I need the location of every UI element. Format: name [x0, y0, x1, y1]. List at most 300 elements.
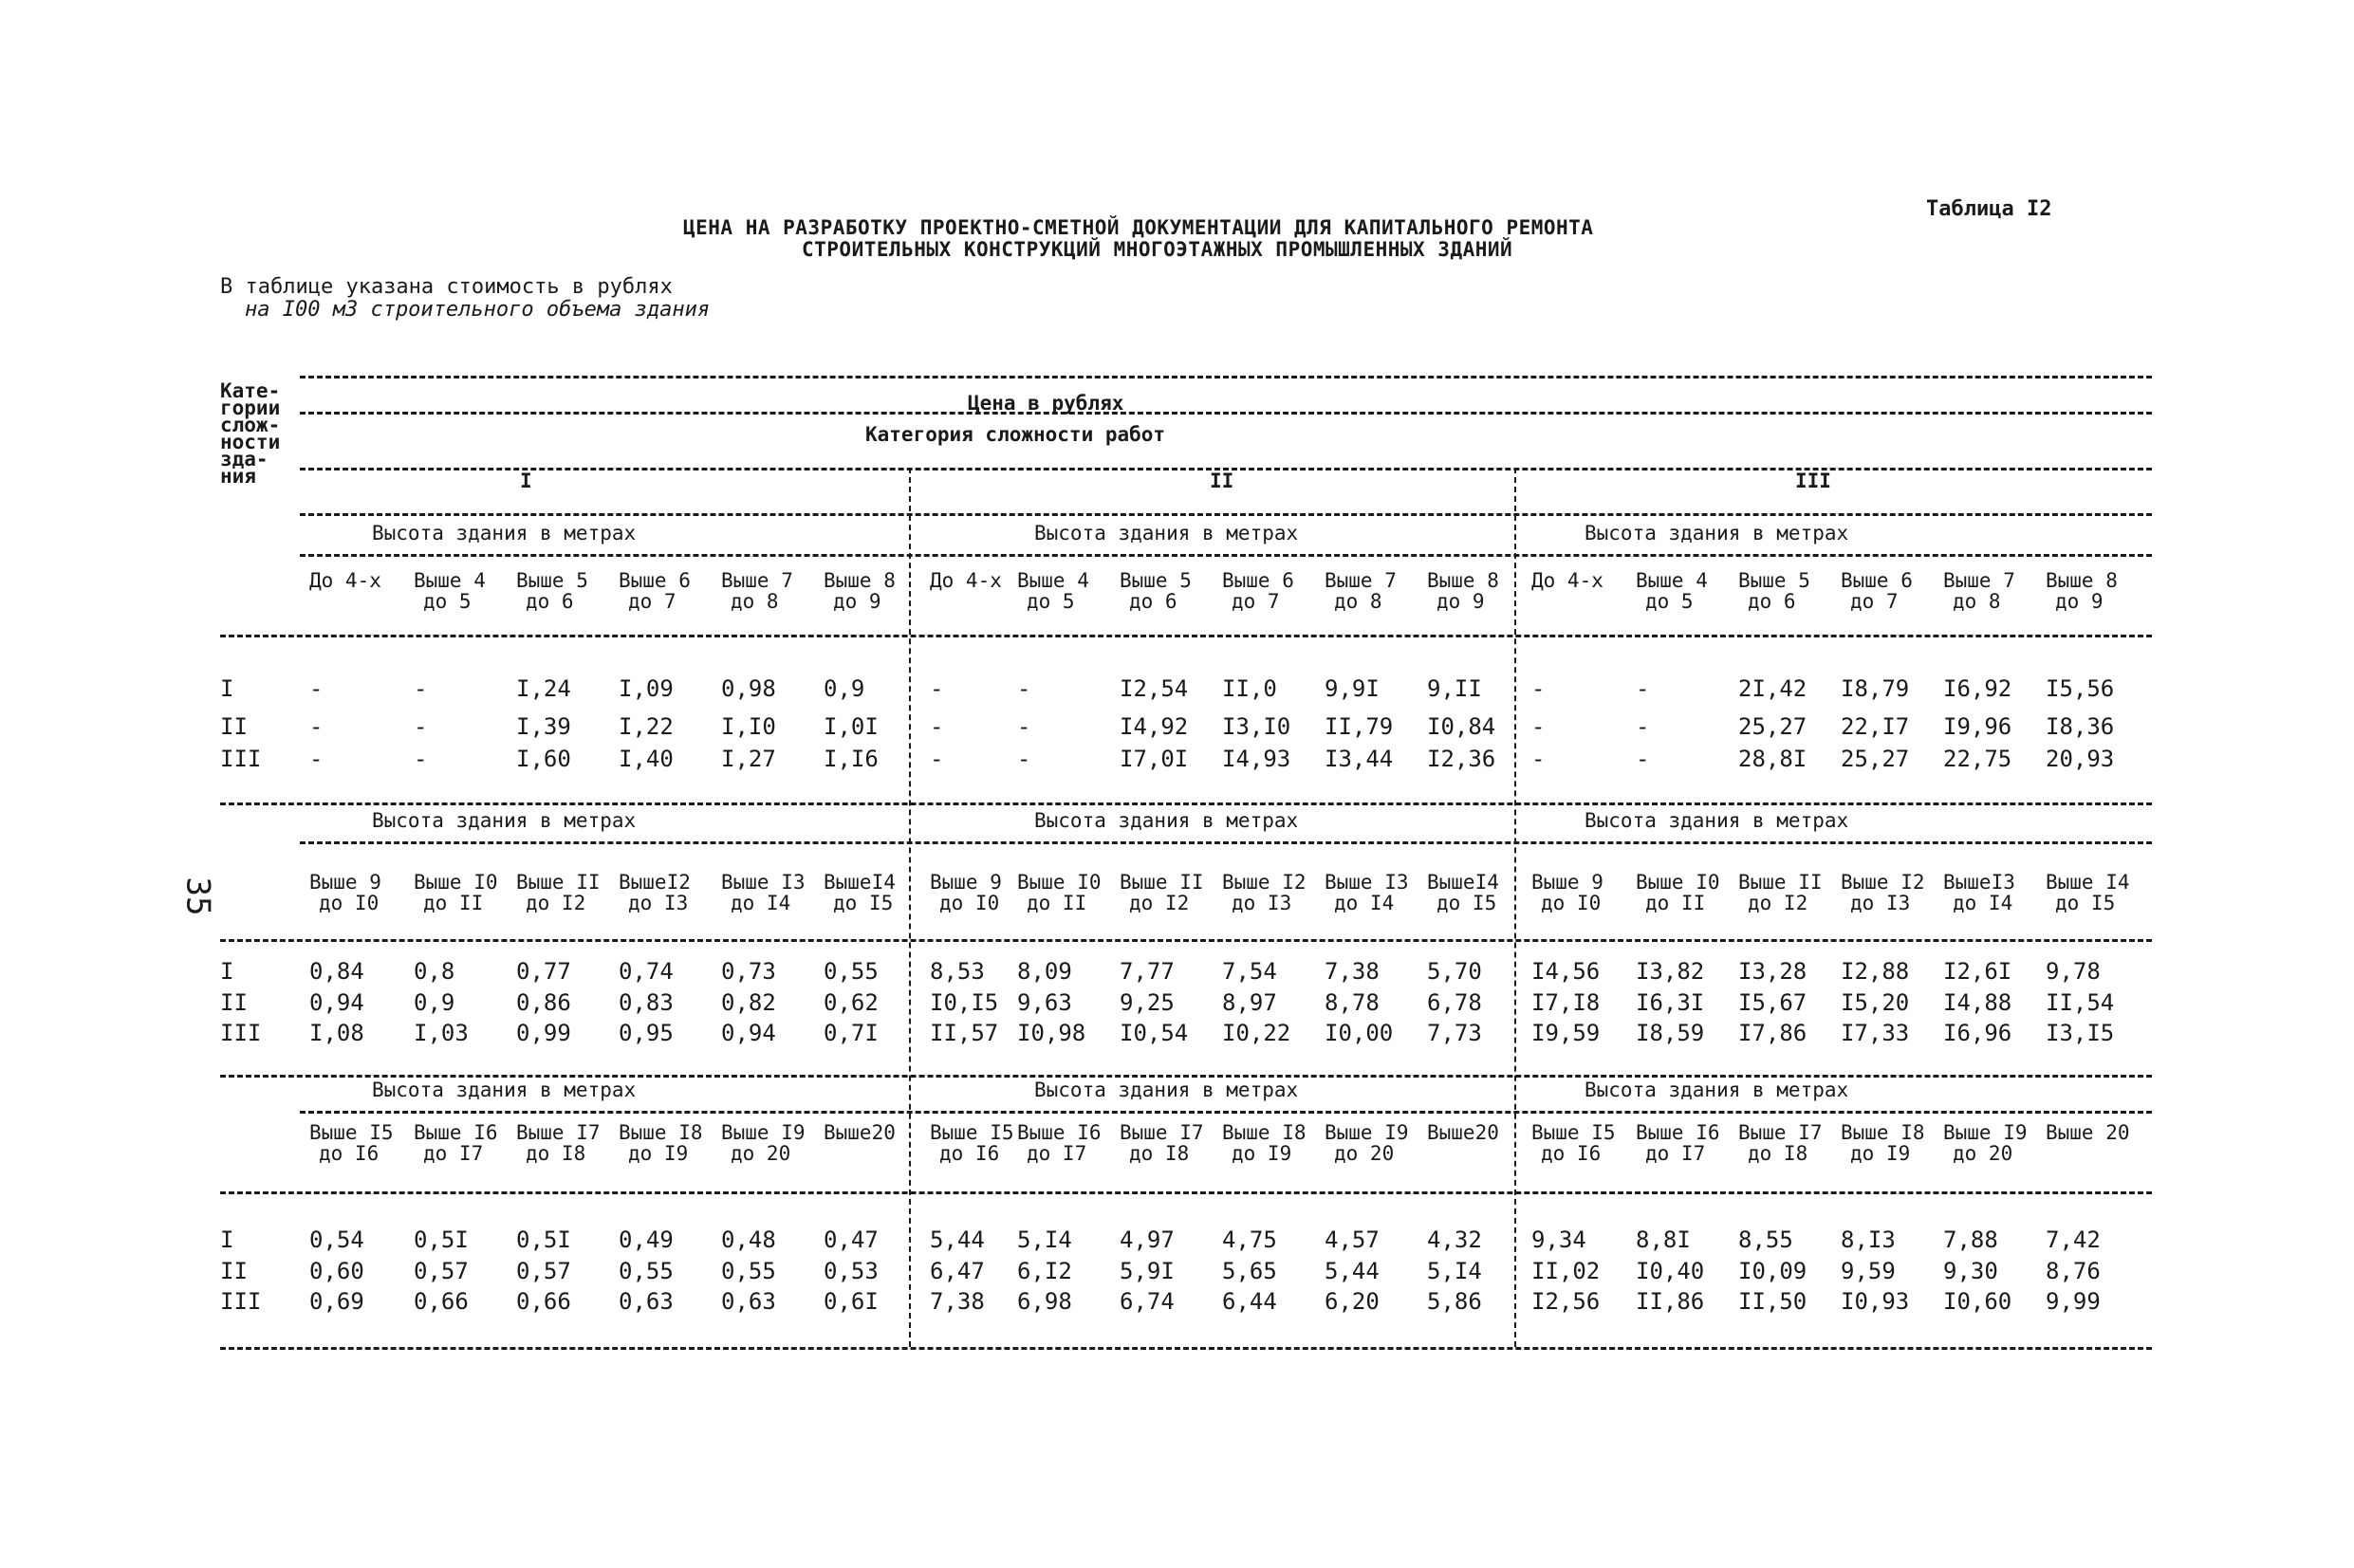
table-cell: 22,I7: [1841, 713, 1910, 740]
row-header-part: ния: [220, 465, 256, 488]
table-cell: -: [1636, 675, 1650, 702]
column-header-sub: до I4: [1334, 892, 1395, 914]
table-cell: 0,5I: [516, 1227, 571, 1253]
row-category: I: [220, 1227, 234, 1253]
table-cell: I8,36: [2046, 713, 2115, 740]
table-cell: 9,63: [1017, 989, 1072, 1016]
column-header: Выше I0: [1636, 871, 1720, 894]
column-header: Выше 8: [2046, 569, 2118, 592]
height-label: Высота здания в метрах: [1034, 809, 1299, 832]
column-header: Выше I5: [930, 1121, 1014, 1144]
table-cell: I3,44: [1325, 746, 1394, 772]
column-header: Выше 4: [414, 569, 486, 592]
rule-block-bottom: [220, 1347, 2152, 1350]
table-cell: 0,99: [516, 1020, 571, 1046]
table-cell: 0,48: [721, 1227, 776, 1253]
column-header: Выше 5: [516, 569, 588, 592]
column-header: Выше 4: [1636, 569, 1708, 592]
table-cell: 5,I4: [1017, 1227, 1072, 1253]
table-cell: 9,99: [2046, 1288, 2101, 1315]
table-cell: 0,82: [721, 989, 776, 1016]
row-category: III: [220, 746, 262, 772]
table-cell: -: [309, 746, 324, 772]
table-cell: 6,20: [1325, 1288, 1380, 1315]
table-cell: 0,9: [824, 675, 865, 702]
table-cell: 4,75: [1222, 1227, 1277, 1253]
table-cell: I0,40: [1636, 1258, 1705, 1284]
column-header-sub: до I3: [1232, 892, 1292, 914]
table-cell: 0,57: [414, 1258, 469, 1284]
column-header-sub: до I5: [2055, 892, 2116, 914]
table-cell: I3,I5: [2046, 1020, 2115, 1046]
table-cell: 4,97: [1120, 1227, 1175, 1253]
column-header: Выше I8: [1841, 1121, 1925, 1144]
table-cell: 0,49: [619, 1227, 674, 1253]
column-header: Выше I9: [1943, 1121, 2028, 1144]
column-header-sub: до I6: [939, 1142, 1000, 1165]
table-cell: I4,92: [1120, 713, 1189, 740]
column-header: Выше I2: [1841, 871, 1925, 894]
column-header-sub: до I0: [1541, 892, 1602, 914]
rule-column-headers: [220, 635, 2152, 637]
table-cell: I2,6I: [1943, 958, 2012, 985]
table-cell: 5,9I: [1120, 1258, 1175, 1284]
column-header: ВышеI4: [824, 871, 896, 894]
height-label: Высота здания в метрах: [1585, 809, 1849, 832]
column-header: Выше 7: [1325, 569, 1397, 592]
column-header: Выше I0: [414, 871, 498, 894]
table-cell: 0,8: [414, 958, 455, 985]
table-cell: I,I0: [721, 713, 776, 740]
column-header: ВышеI4: [1427, 871, 1499, 894]
column-header-sub: до 5: [423, 590, 472, 613]
table-cell: 5,65: [1222, 1258, 1277, 1284]
table-cell: 9,34: [1531, 1227, 1586, 1253]
column-header: До 4-х: [930, 569, 1002, 592]
table-cell: 9,25: [1120, 989, 1175, 1016]
table-cell: 0,77: [516, 958, 571, 985]
table-cell: 6,78: [1427, 989, 1482, 1016]
column-header: Выше 8: [824, 569, 896, 592]
table-cell: 9,9I: [1325, 675, 1380, 702]
table-cell: 20,93: [2046, 746, 2115, 772]
table-cell: II,57: [930, 1020, 999, 1046]
column-header-sub: до I6: [319, 1142, 380, 1165]
column-header: Выше20: [824, 1121, 896, 1144]
column-header-sub: до I0: [319, 892, 380, 914]
table-cell: II,02: [1531, 1258, 1601, 1284]
table-cell: 0,54: [309, 1227, 364, 1253]
table-cell: 8,55: [1738, 1227, 1793, 1253]
table-cell: -: [1636, 746, 1650, 772]
table-cell: I7,33: [1841, 1020, 1910, 1046]
column-header-sub: до 9: [833, 590, 881, 613]
column-header: Выше I3: [1325, 871, 1409, 894]
column-header-sub: до I5: [833, 892, 894, 914]
row-category: II: [220, 989, 248, 1016]
table-cell: I2,36: [1427, 746, 1496, 772]
column-header: Выше 20: [2046, 1121, 2130, 1144]
height-label: Высота здания в метрах: [1585, 522, 1849, 544]
column-header: Выше 9: [1531, 871, 1603, 894]
column-header-sub: до II: [1645, 892, 1706, 914]
table-cell: 0,98: [721, 675, 776, 702]
table-cell: I0,09: [1738, 1258, 1807, 1284]
table-cell: 25,27: [1841, 746, 1910, 772]
table-cell: 25,27: [1738, 713, 1807, 740]
rule-cat-labels: [300, 513, 2152, 516]
table-cell: 22,75: [1943, 746, 2012, 772]
column-header-sub: до 5: [1027, 590, 1075, 613]
table-cell: 0,57: [516, 1258, 571, 1284]
column-header: Выше 6: [619, 569, 691, 592]
table-cell: I,39: [516, 713, 571, 740]
table-cell: 0,9: [414, 989, 455, 1016]
table-cell: II,54: [2046, 989, 2115, 1016]
table-cell: I9,96: [1943, 713, 2012, 740]
table-cell: 9,59: [1841, 1258, 1896, 1284]
column-header-sub: до I6: [1541, 1142, 1602, 1165]
column-header-sub: до 7: [628, 590, 677, 613]
table-cell: II,79: [1325, 713, 1394, 740]
table-cell: 0,63: [721, 1288, 776, 1315]
title-line-2: СТРОИТЕЛЬНЫХ КОНСТРУКЦИЙ МНОГОЭТАЖНЫХ ПРОМЫШЛЕННЫХ ЗДАНИЙ: [802, 238, 1513, 261]
column-header-sub: до 9: [2055, 590, 2104, 613]
table-cell: II,86: [1636, 1288, 1705, 1315]
table-cell: 0,83: [619, 989, 674, 1016]
table-cell: I8,79: [1841, 675, 1910, 702]
column-header: Выше I4: [2046, 871, 2130, 894]
column-header-sub: до I5: [1436, 892, 1497, 914]
title-line-1: ЦЕНА НА РАЗРАБОТКУ ПРОЕКТНО-СМЕТНОЙ ДОКУМЕНТАЦИИ ДЛЯ КАПИТАЛЬНОГО РЕМОНТА: [683, 216, 1594, 239]
column-header: Выше II: [1120, 871, 1204, 894]
table-cell: -: [930, 746, 944, 772]
table-cell: 8,78: [1325, 989, 1380, 1016]
table-cell: 4,32: [1427, 1227, 1482, 1253]
column-header: Выше I2: [1222, 871, 1307, 894]
table-cell: I4,56: [1531, 958, 1601, 985]
cat-label-3: III: [1795, 470, 1831, 492]
table-cell: I7,86: [1738, 1020, 1807, 1046]
table-cell: 9,II: [1427, 675, 1482, 702]
table-cell: 6,74: [1120, 1288, 1175, 1315]
table-cell: 0,7I: [824, 1020, 879, 1046]
table-cell: -: [1531, 746, 1546, 772]
rule-block-bottom: [220, 1075, 2152, 1078]
column-header-sub: до I2: [1129, 892, 1190, 914]
table-cell: 0,94: [721, 1020, 776, 1046]
column-header-sub: до I8: [1129, 1142, 1190, 1165]
table-cell: 0,66: [414, 1288, 469, 1315]
table-cell: I4,93: [1222, 746, 1291, 772]
column-header: Выше I6: [414, 1121, 498, 1144]
column-header-sub: до 8: [1334, 590, 1382, 613]
row-header-part: гории: [220, 397, 281, 419]
column-header: Выше I5: [309, 1121, 394, 1144]
column-header-sub: до I7: [1027, 1142, 1087, 1165]
height-label: Высота здания в метрах: [372, 522, 637, 544]
table-cell: 0,63: [619, 1288, 674, 1315]
table-cell: 7,38: [1325, 958, 1380, 985]
column-header: Выше 9: [309, 871, 381, 894]
table-cell: I,22: [619, 713, 674, 740]
work-category-header: Категория сложности работ: [865, 423, 1166, 446]
table-cell: I9,59: [1531, 1020, 1601, 1046]
column-header: Выше 4: [1017, 569, 1089, 592]
table-cell: I3,28: [1738, 958, 1807, 985]
table-label: Таблица I2: [1926, 197, 2052, 221]
table-cell: I,03: [414, 1020, 469, 1046]
column-header: Выше 9: [930, 871, 1002, 894]
note-line-2: на I00 м3 строительного объема здания: [245, 298, 711, 322]
height-label: Высота здания в метрах: [1585, 1079, 1849, 1101]
table-cell: 7,38: [930, 1288, 985, 1315]
table-cell: I,0I: [824, 713, 879, 740]
table-cell: 6,47: [930, 1258, 985, 1284]
table-cell: 8,97: [1222, 989, 1277, 1016]
column-header-sub: до I4: [1953, 892, 2013, 914]
column-header: Выше I8: [1222, 1121, 1307, 1144]
table-cell: 7,77: [1120, 958, 1175, 985]
table-cell: 0,60: [309, 1258, 364, 1284]
rule-block-bottom: [220, 802, 2152, 805]
column-header-sub: до 20: [731, 1142, 791, 1165]
table-cell: 0,6I: [824, 1288, 879, 1315]
rule-heights: [300, 1111, 2152, 1114]
column-header: Выше I0: [1017, 871, 1102, 894]
price-header: Цена в рублях: [968, 392, 1124, 415]
table-cell: -: [414, 675, 428, 702]
table-cell: I6,96: [1943, 1020, 2012, 1046]
table-cell: 5,I4: [1427, 1258, 1482, 1284]
column-header: Выше 5: [1738, 569, 1810, 592]
column-header-sub: до 8: [731, 590, 779, 613]
separator-group-1-2: [909, 468, 911, 1347]
table-cell: -: [414, 746, 428, 772]
column-header: Выше II: [1738, 871, 1823, 894]
row-category: III: [220, 1020, 262, 1046]
column-header-sub: до I7: [1645, 1142, 1706, 1165]
table-cell: 0,73: [721, 958, 776, 985]
table-cell: -: [1636, 713, 1650, 740]
table-cell: II,50: [1738, 1288, 1807, 1315]
table-cell: 6,I2: [1017, 1258, 1072, 1284]
table-cell: I5,67: [1738, 989, 1807, 1016]
table-cell: 7,42: [2046, 1227, 2101, 1253]
column-header: Выше I9: [1325, 1121, 1409, 1144]
table-cell: 8,09: [1017, 958, 1072, 985]
table-cell: 6,44: [1222, 1288, 1277, 1315]
column-header: Выше20: [1427, 1121, 1499, 1144]
table-cell: 7,54: [1222, 958, 1277, 985]
table-cell: I0,54: [1120, 1020, 1189, 1046]
table-cell: 5,44: [1325, 1258, 1380, 1284]
table-cell: 5,86: [1427, 1288, 1482, 1315]
table-cell: 0,74: [619, 958, 674, 985]
table-cell: -: [414, 713, 428, 740]
row-category: I: [220, 958, 234, 985]
table-cell: I,I6: [824, 746, 879, 772]
table-cell: I7,0I: [1120, 746, 1189, 772]
column-header-sub: до I9: [1850, 1142, 1911, 1165]
table-cell: 0,94: [309, 989, 364, 1016]
column-header-sub: до 20: [1953, 1142, 2013, 1165]
table-cell: I2,88: [1841, 958, 1910, 985]
table-cell: I,27: [721, 746, 776, 772]
table-cell: I0,98: [1017, 1020, 1086, 1046]
column-header: Выше I3: [721, 871, 806, 894]
row-header-part: Кате-: [220, 379, 281, 402]
column-header: Выше 6: [1841, 569, 1913, 592]
note-line-1: В таблице указана стоимость в рублях: [220, 275, 673, 299]
table-cell: 0,95: [619, 1020, 674, 1046]
table-cell: I2,56: [1531, 1288, 1601, 1315]
column-header-sub: до I3: [1850, 892, 1911, 914]
table-cell: 8,I3: [1841, 1227, 1896, 1253]
column-header: Выше I8: [619, 1121, 703, 1144]
table-cell: I,08: [309, 1020, 364, 1046]
table-cell: 5,70: [1427, 958, 1482, 985]
table-cell: -: [1017, 675, 1031, 702]
table-cell: -: [930, 675, 944, 702]
column-header: ВышеI3: [1943, 871, 2015, 894]
column-header-sub: до 8: [1953, 590, 2001, 613]
table-cell: -: [1017, 713, 1031, 740]
table-cell: I0,I5: [930, 989, 999, 1016]
table-cell: I2,54: [1120, 675, 1189, 702]
rule-column-headers: [220, 1191, 2152, 1194]
table-cell: I7,I8: [1531, 989, 1601, 1016]
table-cell: -: [1531, 713, 1546, 740]
table-cell: I5,20: [1841, 989, 1910, 1016]
table-cell: 9,78: [2046, 958, 2101, 985]
column-header: ВышеI2: [619, 871, 691, 894]
column-header-sub: до 6: [1129, 590, 1177, 613]
table-cell: 8,8I: [1636, 1227, 1691, 1253]
table-cell: I5,56: [2046, 675, 2115, 702]
page-number: 35: [178, 876, 217, 916]
row-header-part: зда-: [220, 448, 269, 470]
table-cell: 0,86: [516, 989, 571, 1016]
table-cell: 5,44: [930, 1227, 985, 1253]
row-header-part: слож-: [220, 414, 281, 436]
table-cell: 7,73: [1427, 1020, 1482, 1046]
row-category: I: [220, 675, 234, 702]
row-category: III: [220, 1288, 262, 1315]
table-cell: I0,93: [1841, 1288, 1910, 1315]
column-header-sub: до 6: [526, 590, 574, 613]
column-header-sub: до I8: [526, 1142, 586, 1165]
table-cell: 28,8I: [1738, 746, 1807, 772]
table-cell: 4,57: [1325, 1227, 1380, 1253]
table-cell: I0,60: [1943, 1288, 2012, 1315]
table-cell: 0,55: [619, 1258, 674, 1284]
column-header: Выше 7: [721, 569, 793, 592]
table-cell: 0,5I: [414, 1227, 469, 1253]
column-header: Выше I6: [1017, 1121, 1102, 1144]
table-cell: -: [309, 675, 324, 702]
table-cell: 9,30: [1943, 1258, 1998, 1284]
table-cell: 0,53: [824, 1258, 879, 1284]
table-cell: 0,62: [824, 989, 879, 1016]
table-cell: I,09: [619, 675, 674, 702]
cat-label-1: I: [520, 470, 532, 492]
cat-label-2: II: [1210, 470, 1234, 492]
column-header: Выше I9: [721, 1121, 806, 1144]
column-header-sub: до I3: [628, 892, 689, 914]
column-header: Выше I5: [1531, 1121, 1616, 1144]
column-header: Выше 8: [1427, 569, 1499, 592]
rule-price: [300, 412, 2152, 415]
rule-top: [300, 376, 2152, 378]
column-header: Выше II: [516, 871, 601, 894]
table-cell: I,24: [516, 675, 571, 702]
row-category: II: [220, 1258, 248, 1284]
column-header-sub: до II: [423, 892, 484, 914]
column-header-sub: до I9: [628, 1142, 689, 1165]
table-cell: I3,I0: [1222, 713, 1291, 740]
height-label: Высота здания в метрах: [372, 809, 637, 832]
table-cell: 0,55: [824, 958, 879, 985]
row-header-part: ности: [220, 431, 281, 453]
table-cell: II,0: [1222, 675, 1277, 702]
column-header-sub: до 7: [1232, 590, 1280, 613]
column-header-sub: до 7: [1850, 590, 1899, 613]
column-header-sub: до 5: [1645, 590, 1694, 613]
column-header: Выше 5: [1120, 569, 1192, 592]
column-header: Выше I6: [1636, 1121, 1720, 1144]
table-cell: I3,82: [1636, 958, 1705, 985]
column-header-sub: до I2: [526, 892, 586, 914]
column-header-sub: до 20: [1334, 1142, 1395, 1165]
column-header: Выше I7: [516, 1121, 601, 1144]
column-header: До 4-х: [1531, 569, 1603, 592]
table-cell: 0,66: [516, 1288, 571, 1315]
column-header-sub: до 6: [1748, 590, 1796, 613]
table-cell: I4,88: [1943, 989, 2012, 1016]
table-cell: 6,98: [1017, 1288, 1072, 1315]
table-cell: -: [309, 713, 324, 740]
table-cell: I0,84: [1427, 713, 1496, 740]
column-header-sub: до 9: [1436, 590, 1485, 613]
table-cell: I0,22: [1222, 1020, 1291, 1046]
table-cell: 0,47: [824, 1227, 879, 1253]
table-cell: I0,00: [1325, 1020, 1394, 1046]
table-cell: I,60: [516, 746, 571, 772]
height-label: Высота здания в метрах: [372, 1079, 637, 1101]
table-cell: 0,55: [721, 1258, 776, 1284]
rule-heights: [300, 554, 2152, 557]
table-cell: 8,76: [2046, 1258, 2101, 1284]
column-header-sub: до I2: [1748, 892, 1808, 914]
table-cell: 7,88: [1943, 1227, 1998, 1253]
table-cell: 2I,42: [1738, 675, 1807, 702]
row-category: II: [220, 713, 248, 740]
column-header: Выше 6: [1222, 569, 1294, 592]
column-header: Выше I7: [1120, 1121, 1204, 1144]
column-header: Выше I7: [1738, 1121, 1823, 1144]
table-cell: -: [930, 713, 944, 740]
separator-group-2-3: [1514, 468, 1516, 1347]
table-cell: I8,59: [1636, 1020, 1705, 1046]
rule-heights: [300, 841, 2152, 844]
table-cell: 0,69: [309, 1288, 364, 1315]
column-header-sub: до II: [1027, 892, 1087, 914]
table-cell: -: [1017, 746, 1031, 772]
column-header-sub: до I7: [423, 1142, 484, 1165]
column-header-sub: до I4: [731, 892, 791, 914]
column-header-sub: до I9: [1232, 1142, 1292, 1165]
